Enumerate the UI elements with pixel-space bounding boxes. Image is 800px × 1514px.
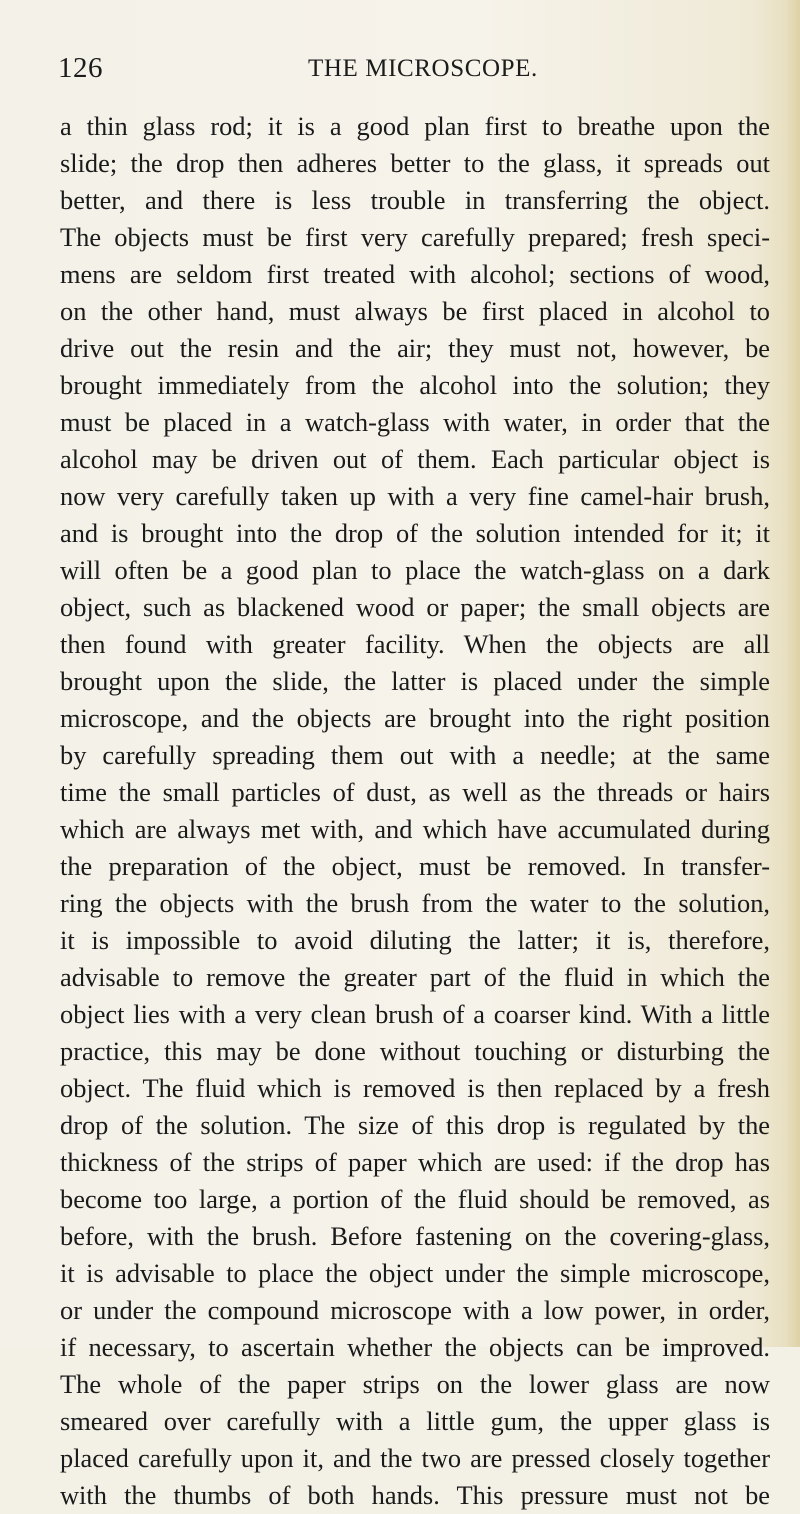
- text-line: slide; the drop then adheres better to the glass, it spreads out: [60, 148, 770, 178]
- text-line: on the other hand, must always be first placed in alcohol to: [60, 296, 770, 326]
- text-line: or under the compound microscope with a low power, in order,: [60, 1295, 770, 1325]
- text-line: if necessary, to ascertain whether the objects can be improved.: [60, 1332, 770, 1362]
- text-line: by carefully spreading them out with a needle; at the same: [60, 740, 770, 770]
- text-line: object lies with a very clean brush of a coarser kind. With a little: [60, 999, 770, 1029]
- text-line: alcohol may be driven out of them. Each particular object is: [60, 444, 770, 474]
- text-line: the preparation of the object, must be removed. In transfer-: [60, 851, 770, 881]
- text-line: mens are seldom first treated with alcohol; sections of wood,: [60, 259, 770, 289]
- text-line: better, and there is less trouble in transferring the object.: [60, 185, 770, 215]
- page-header: [58, 52, 758, 92]
- text-line: it is advisable to place the object under the simple microscope,: [60, 1258, 770, 1288]
- text-line: placed carefully upon it, and the two are pressed closely together: [60, 1443, 770, 1473]
- text-line: The whole of the paper strips on the lower glass are now: [60, 1369, 770, 1399]
- text-line: drive out the resin and the air; they must not, however, be: [60, 333, 770, 363]
- text-line: will often be a good plan to place the watch-glass on a dark: [60, 555, 770, 585]
- text-line: now very carefully taken up with a very fine camel-hair brush,: [60, 481, 770, 511]
- text-line: before, with the brush. Before fastening on the covering-glass,: [60, 1221, 770, 1251]
- text-line: practice, this may be done without touching or disturbing the: [60, 1036, 770, 1066]
- text-line: become too large, a portion of the fluid should be removed, as: [60, 1184, 770, 1214]
- text-line: The objects must be first very carefully prepared; fresh speci-: [60, 222, 770, 252]
- text-line: thickness of the strips of paper which are used: if the drop has: [60, 1147, 770, 1177]
- text-line: drop of the solution. The size of this drop is regulated by the: [60, 1110, 770, 1140]
- text-line: object, such as blackened wood or paper; the small objects are: [60, 592, 770, 622]
- text-line: which are always met with, and which have accumulated during: [60, 814, 770, 844]
- text-line: time the small particles of dust, as well as the threads or hairs: [60, 777, 770, 807]
- text-line: with the thumbs of both hands. This pressure must not be: [60, 1480, 770, 1510]
- text-line: brought immediately from the alcohol into the solution; they: [60, 370, 770, 400]
- running-title: THE MICROSCOPE.: [308, 55, 538, 82]
- text-line: then found with greater facility. When the objects are all: [60, 629, 770, 659]
- text-line: brought upon the slide, the latter is placed under the simple: [60, 666, 770, 696]
- page-edge-shadow: [786, 0, 800, 1347]
- text-line: must be placed in a watch-glass with water, in order that the: [60, 407, 770, 437]
- body-text: [60, 108, 770, 1514]
- text-line: it is impossible to avoid diluting the latter; it is, therefore,: [60, 925, 770, 955]
- text-line: advisable to remove the greater part of the fluid in which the: [60, 962, 770, 992]
- text-line: microscope, and the objects are brought into the right position: [60, 703, 770, 733]
- text-line: object. The fluid which is removed is then replaced by a fresh: [60, 1073, 770, 1103]
- text-line: smeared over carefully with a little gum, the upper glass is: [60, 1406, 770, 1436]
- text-line: ring the objects with the brush from the water to the solution,: [60, 888, 770, 918]
- text-line: a thin glass rod; it is a good plan first to breathe upon the: [60, 111, 770, 141]
- page-number: 126: [58, 52, 103, 84]
- text-line: and is brought into the drop of the solution intended for it; it: [60, 518, 770, 548]
